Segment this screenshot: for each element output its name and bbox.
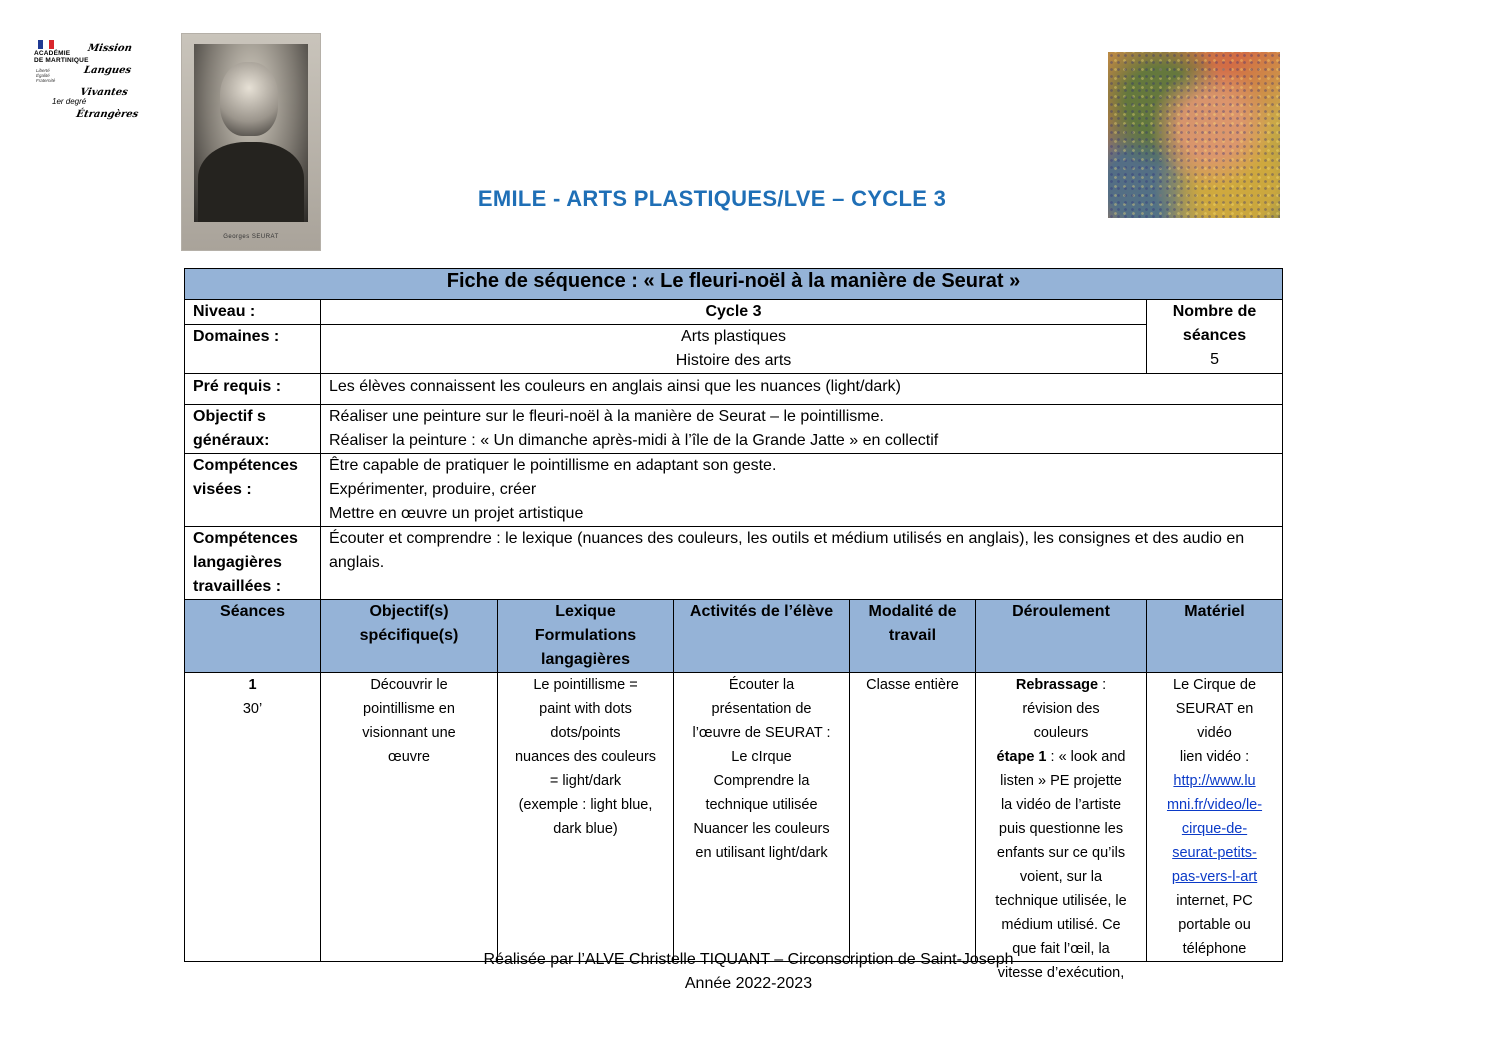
prerequis-row xyxy=(185,374,1283,405)
degre-label: 1er degré xyxy=(52,97,87,106)
nombre-seances-cell: Nombre de séances 5 xyxy=(1147,300,1283,374)
etape-label: étape 1 xyxy=(996,749,1047,765)
col-modalite: Modalité de travail xyxy=(850,600,976,673)
republic-motto: Liberté Égalité Fraternité xyxy=(36,68,56,83)
footer-author: Réalisée par l’ALVE Christelle TIQUANT – Circonscription de Saint-Joseph xyxy=(483,951,1014,968)
portrait-caption: Georges SEURAT xyxy=(223,234,279,240)
competences-label: Compétences visées : xyxy=(185,454,321,527)
col-activites: Activités de l’élève xyxy=(674,600,850,673)
academie-logo xyxy=(34,38,154,120)
niveau-label: Niveau : xyxy=(185,300,321,325)
seurat-portrait-image xyxy=(181,33,321,251)
prerequis-value: Les élèves connaissent les couleurs en anglais ainsi que les nuances (light/dark) xyxy=(321,374,1283,405)
competences-value: Être capable de pratiquer le pointillisme en adaptant son geste. Expérimenter, produire, créer Mettre en œuvre un projet artistique xyxy=(321,454,1283,527)
niveau-value: Cycle 3 xyxy=(321,300,1147,325)
niveau-row xyxy=(185,300,1283,325)
video-link[interactable]: http://www.lu mni.fr/video/le- cirque-de- seurat-petits- pas-vers-l-art xyxy=(1166,773,1263,885)
langagieres-label: Compétences langagières travaillées : xyxy=(185,527,321,600)
sequence-title: Fiche de séquence : « Le fleuri-noël à la manière de Seurat » xyxy=(185,269,1283,300)
col-materiel: Matériel xyxy=(1147,600,1283,673)
session-objectif: Découvrir le pointillisme en visionnant une œuvre xyxy=(321,673,498,962)
column-header-row xyxy=(185,600,1283,673)
objectifs-value: Réaliser une peinture sur le fleuri-noël à la manière de Seurat – le pointillisme. Réaliser la peinture : « Un dimanche après-midi à l’île de la Grande Jatte » en collectif xyxy=(321,405,1283,454)
document-title: EMILE - ARTS PLASTIQUES/LVE – CYCLE 3 xyxy=(477,186,947,211)
col-seances: Séances xyxy=(185,600,321,673)
session-number-cell xyxy=(185,673,321,962)
domaines-value: Arts plastiques Histoire des arts xyxy=(321,325,1147,374)
nombre-seances-value: 5 xyxy=(1210,351,1219,368)
domaines-row xyxy=(185,325,1283,374)
objectifs-row xyxy=(185,405,1283,454)
session-deroulement: Rebrassage : révision des couleurs étape 1 : « look and listen » PE projette la vidéo de l’artiste puis questionne les enfants sur ce qu’ils voient, sur la technique utilisée, le médium utilisé. Ce que fait l’œil, la vitesse d’exécution, xyxy=(976,673,1147,962)
langagieres-value: Écouter et comprendre : le lexique (nuances des couleurs, les outils et médium utilisés en anglais), les consignes et des audio en anglais. xyxy=(321,527,1283,600)
competences-row xyxy=(185,454,1283,527)
rebrassage-label: Rebrassage xyxy=(1015,677,1099,693)
objectifs-label: Objectif s généraux: xyxy=(185,405,321,454)
session-row-1 xyxy=(185,673,1283,962)
session-modalite: Classe entière xyxy=(850,673,976,962)
col-objectifs: Objectif(s) spécifique(s) xyxy=(321,600,498,673)
session-number: 1 xyxy=(248,677,257,693)
domaines-label: Domaines : xyxy=(185,325,321,374)
mission-lve-logo: Mission Langues Vivantes Étrangères xyxy=(75,43,140,120)
sequence-table xyxy=(184,268,1283,981)
footer-year: Année 2022-2023 xyxy=(684,975,813,992)
french-flag-icon xyxy=(38,40,54,49)
col-lexique: Lexique Formulations langagières xyxy=(498,600,674,673)
session-activites: Écouter la présentation de l’œuvre de SEURAT : Le cIrque Comprendre la technique utilisée Nuancer les couleurs en utilisant light/dark xyxy=(674,673,850,962)
session-lexique: Le pointillisme = paint with dots dots/points nuances des couleurs = light/dark (exemple : light blue, dark blue) xyxy=(498,673,674,962)
academie-name: ACADÉMIE DE MARTINIQUE xyxy=(34,50,89,64)
session-materiel: Le Cirque de SEURAT en vidéo lien vidéo : http://www.lu mni.fr/video/le- cirque-de- seurat-petits- pas-vers-l-art internet, PC portable ou téléphone xyxy=(1147,673,1283,962)
session-duration: 30’ xyxy=(242,701,263,717)
prerequis-label: Pré requis : xyxy=(185,374,321,405)
langagieres-row xyxy=(185,527,1283,600)
col-deroulement: Déroulement xyxy=(976,600,1147,673)
